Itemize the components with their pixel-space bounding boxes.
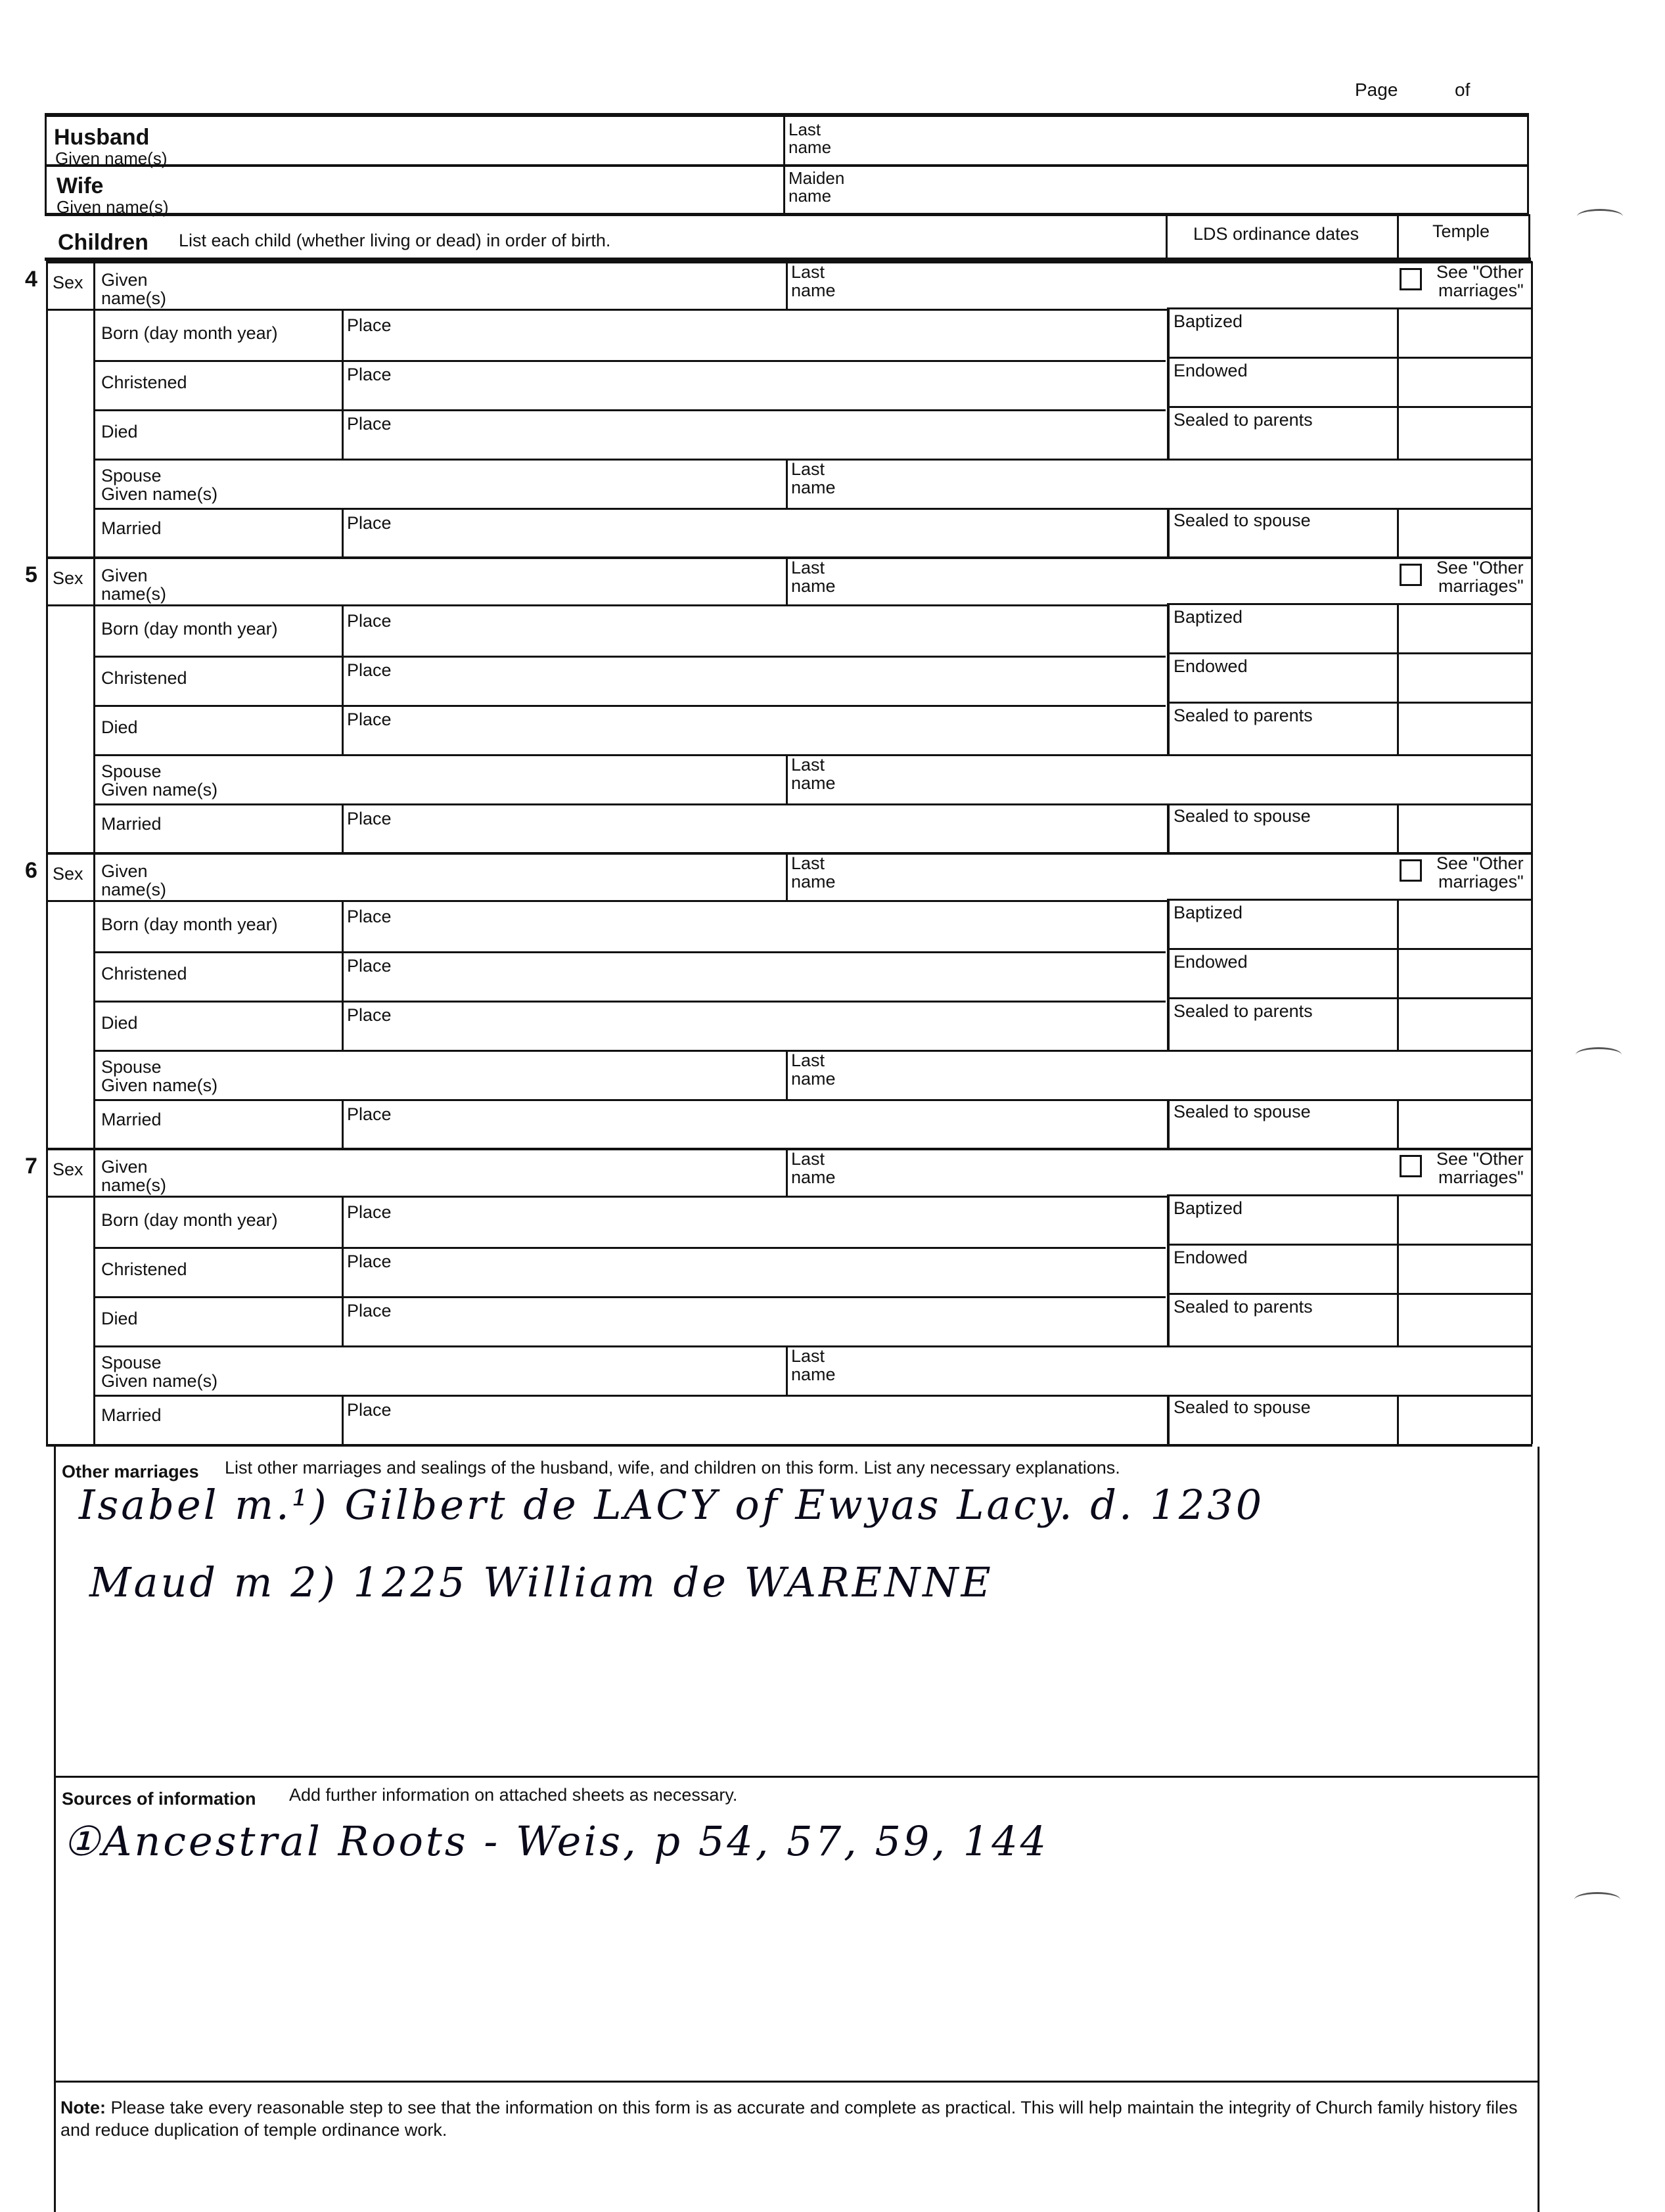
child-7-christened-place-field[interactable] <box>344 1250 1164 1294</box>
children-title: Children <box>58 230 148 255</box>
child-5-endowed-temple-field[interactable] <box>1400 658 1530 702</box>
child-7-spouse-last-field[interactable] <box>788 1348 1528 1393</box>
child-5-sex-label: Sex <box>53 568 83 588</box>
child-6-border <box>1397 1099 1399 1148</box>
child-6-married-place-label: Place <box>347 1104 392 1124</box>
child-6-spouse-label: Spouse Given name(s) <box>101 1057 218 1096</box>
child-7-baptized-field[interactable] <box>1171 1200 1396 1244</box>
child-4-border <box>1167 508 1170 557</box>
child-4-border <box>1397 307 1399 459</box>
child-7-divider <box>1167 1244 1532 1246</box>
child-6-died-place-label: Place <box>347 1005 392 1025</box>
child-5-border <box>342 606 344 754</box>
child-7-given-field[interactable] <box>96 1150 785 1194</box>
child-4-border <box>1167 307 1170 459</box>
child-6-divider <box>1167 899 1532 901</box>
child-6-border <box>1531 853 1533 1148</box>
child-6-border <box>342 1099 344 1148</box>
child-4-border <box>93 261 95 557</box>
child-4-married-label: Married <box>101 518 162 538</box>
punch-hole-bottom <box>1574 1892 1620 1907</box>
child-4-see-other-label: See "Other marriages" <box>1436 262 1524 301</box>
sources-handwritten: ①Ancestral Roots - Weis, p 54, 57, 59, 144 <box>63 1817 1049 1865</box>
child-6-divider <box>95 951 1166 953</box>
child-4-died-label: Died <box>101 422 138 441</box>
child-7-border <box>1167 1395 1170 1444</box>
child-7-divider <box>95 1395 1532 1397</box>
child-5-border <box>1531 557 1533 853</box>
child-5-border <box>786 557 788 606</box>
child-5-border <box>1397 803 1399 853</box>
child-4-spouse-last-field[interactable] <box>788 461 1528 506</box>
wife-label: Wife <box>57 173 104 198</box>
child-5-baptized-temple-field[interactable] <box>1400 609 1530 652</box>
child-4-married-date-field[interactable] <box>96 510 340 555</box>
child-7-sealed-to-parents-temple-field[interactable] <box>1400 1299 1530 1342</box>
child-5-divider <box>1167 603 1532 605</box>
child-4-given-field[interactable] <box>96 263 785 307</box>
child-6-border <box>1167 899 1170 1050</box>
child-6-sealed-to-spouse-temple-field[interactable] <box>1400 1102 1530 1146</box>
child-4-died-place-label: Place <box>347 414 392 434</box>
child-6-born-date-field[interactable] <box>96 905 340 949</box>
child-6-divider <box>1167 948 1532 950</box>
other-marriages-title: Other marriages <box>62 1462 199 1481</box>
child-7-christened-date-field[interactable] <box>96 1250 340 1294</box>
child-6-married-label: Married <box>101 1110 162 1129</box>
child-7-sex-label: Sex <box>53 1160 83 1179</box>
child-5-given-label: Given name(s) <box>101 566 167 604</box>
child-5-married-date-field[interactable] <box>96 806 340 851</box>
child-5-christened-label: Christened <box>101 668 187 688</box>
child-7-spouse-given-field[interactable] <box>96 1348 785 1393</box>
child-5-border <box>93 557 95 853</box>
child-5-number: 5 <box>25 562 37 587</box>
child-5-died-date-field[interactable] <box>96 708 340 752</box>
child-5-spouse-last-label: Last name <box>791 755 836 794</box>
page-of-label: of <box>1455 79 1471 100</box>
husband-last-field[interactable] <box>786 117 1526 164</box>
child-4-born-label: Born (day month year) <box>101 323 278 343</box>
child-5-married-place-field[interactable] <box>344 806 1164 851</box>
wife-maiden-label: Maiden name <box>788 168 845 206</box>
child-4-sealed-to-spouse-temple-field[interactable] <box>1400 510 1530 555</box>
child-4-sealed-to-parents-field[interactable] <box>1171 412 1396 455</box>
child-7-given-label: Given name(s) <box>101 1157 167 1196</box>
child-5-sealed-to-spouse-field[interactable] <box>1171 806 1396 851</box>
child-6-died-label: Died <box>101 1013 138 1033</box>
child-6-sex-field[interactable] <box>47 892 92 1142</box>
other-marriages-instruction: List other marriages and sealings of the husband, wife, and children on this form. List any necessary explanations. <box>225 1458 1120 1478</box>
child-7-number: 7 <box>25 1154 37 1179</box>
child-6-christened-label: Christened <box>101 964 187 983</box>
child-5-born-label: Born (day month year) <box>101 619 278 639</box>
note-title: Note: <box>60 2098 106 2117</box>
child-7-last-label: Last name <box>791 1149 836 1188</box>
child-4-christened-label: Christened <box>101 372 187 392</box>
child-7-sealed-to-spouse-temple-field[interactable] <box>1400 1397 1530 1442</box>
child-6-spouse-last-label: Last name <box>791 1050 836 1089</box>
child-5-sealed-to-spouse-temple-field[interactable] <box>1400 806 1530 851</box>
husband-last-label: Last name <box>788 120 832 158</box>
child-4-spouse-label: Spouse Given name(s) <box>101 466 218 505</box>
child-4-divider <box>1167 406 1532 408</box>
child-4-divider <box>95 360 1166 362</box>
child-5-given-field[interactable] <box>96 558 785 603</box>
child-5-christened-place-field[interactable] <box>344 658 1164 703</box>
child-4-endowed-field[interactable] <box>1171 363 1396 406</box>
child-6-endowed-temple-field[interactable] <box>1400 954 1530 997</box>
child-5-endowed-field[interactable] <box>1171 658 1396 702</box>
child-7-divider <box>95 1296 1166 1298</box>
child-4-born-place-label: Place <box>347 315 392 335</box>
child-5-endowed-label: Endowed <box>1174 656 1248 676</box>
child-6-sealed-to-parents-temple-field[interactable] <box>1400 1003 1530 1047</box>
child-6-see-other-label: See "Other marriages" <box>1436 853 1524 892</box>
child-7-border <box>342 1198 344 1345</box>
husband-label: Husband <box>54 125 150 150</box>
child-5-died-place-field[interactable] <box>344 708 1164 752</box>
child-4-christened-place-field[interactable] <box>344 363 1164 407</box>
child-5-christened-place-label: Place <box>347 660 392 680</box>
child-4-number: 4 <box>25 267 37 292</box>
child-5-divider <box>95 656 1166 658</box>
child-6-border <box>1397 899 1399 1050</box>
child-5-divider <box>1167 702 1532 704</box>
child-5-baptized-label: Baptized <box>1174 607 1243 627</box>
child-4-sealed-to-spouse-field[interactable] <box>1171 510 1396 555</box>
children-instruction: List each child (whether living or dead) in order of birth. <box>179 231 611 250</box>
child-7-divider <box>1167 1194 1532 1196</box>
child-7-border <box>1531 1148 1533 1444</box>
child-5-spouse-last-field[interactable] <box>788 757 1528 801</box>
child-7-border <box>1167 1194 1170 1345</box>
child-6-last-field[interactable] <box>788 854 1380 899</box>
child-6-died-date-field[interactable] <box>96 1003 340 1048</box>
child-5-christened-date-field[interactable] <box>96 658 340 703</box>
child-4-divider <box>46 309 1167 311</box>
child-7-sealed-to-spouse-label: Sealed to spouse <box>1174 1397 1311 1417</box>
child-5-born-date-field[interactable] <box>96 609 340 654</box>
child-7-married-date-field[interactable] <box>96 1397 340 1442</box>
child-4-sealed-to-parents-label: Sealed to parents <box>1174 410 1313 430</box>
child-7-christened-label: Christened <box>101 1259 187 1279</box>
child-6-endowed-field[interactable] <box>1171 954 1396 997</box>
child-7-sealed-to-parents-field[interactable] <box>1171 1299 1396 1342</box>
child-7-divider <box>1167 1293 1532 1295</box>
child-6-divider <box>95 1099 1532 1101</box>
child-7-born-date-field[interactable] <box>96 1200 340 1245</box>
child-6-married-date-field[interactable] <box>96 1102 340 1146</box>
child-4-divider <box>1167 307 1532 309</box>
child-4-married-place-label: Place <box>347 513 392 533</box>
child-6-sealed-to-parents-label: Sealed to parents <box>1174 1001 1313 1021</box>
child-4-border <box>342 508 344 557</box>
child-4-border <box>342 311 344 459</box>
child-4-divider <box>95 508 1532 510</box>
child-4-border <box>786 459 788 508</box>
child-6-border <box>786 1050 788 1099</box>
other-marriages-line-1: Isabel m.¹) Gilbert de LACY of Ewyas Lacy. d. 1230 <box>79 1481 1265 1529</box>
child-4-divider <box>95 409 1166 411</box>
child-7-died-place-field[interactable] <box>344 1299 1164 1343</box>
temple-label: Temple <box>1432 221 1490 241</box>
child-6-christened-date-field[interactable] <box>96 954 340 999</box>
child-4-spouse-given-field[interactable] <box>96 461 785 506</box>
child-4-born-place-field[interactable] <box>344 313 1164 358</box>
sources-instruction: Add further information on attached sheets as necessary. <box>289 1785 738 1805</box>
child-4-endowed-label: Endowed <box>1174 361 1248 380</box>
child-6-born-place-field[interactable] <box>344 905 1164 949</box>
child-7-border <box>786 1345 788 1395</box>
child-6-divider <box>46 900 1167 902</box>
wife-maiden-field[interactable] <box>786 167 1526 213</box>
child-6-given-label: Given name(s) <box>101 861 167 900</box>
child-7-last-field[interactable] <box>788 1150 1380 1194</box>
child-7-sealed-to-parents-label: Sealed to parents <box>1174 1297 1313 1317</box>
wife-given-field[interactable] <box>47 167 782 213</box>
child-7-endowed-field[interactable] <box>1171 1250 1396 1293</box>
child-6-baptized-temple-field[interactable] <box>1400 905 1530 948</box>
sources-title: Sources of information <box>62 1789 256 1809</box>
child-4-baptized-field[interactable] <box>1171 313 1396 357</box>
child-7-see-other-label: See "Other marriages" <box>1436 1149 1524 1188</box>
child-5-died-label: Died <box>101 717 138 737</box>
child-4-border <box>786 261 788 311</box>
child-7-border <box>786 1148 788 1198</box>
child-6-divider <box>95 1001 1166 1003</box>
child-4-christened-date-field[interactable] <box>96 363 340 407</box>
child-6-border <box>93 853 95 1148</box>
child-6-given-field[interactable] <box>96 854 785 899</box>
child-4-last-field[interactable] <box>788 263 1380 307</box>
child-7-died-place-label: Place <box>347 1301 392 1320</box>
child-5-sealed-to-parents-temple-field[interactable] <box>1400 708 1530 751</box>
child-6-born-place-label: Place <box>347 907 392 926</box>
child-7-died-label: Died <box>101 1309 138 1328</box>
child-5-spouse-given-field[interactable] <box>96 757 785 801</box>
child-7-border <box>1397 1194 1399 1345</box>
child-6-sealed-to-parents-field[interactable] <box>1171 1003 1396 1047</box>
child-5-divider <box>1167 652 1532 654</box>
child-5-last-field[interactable] <box>788 558 1380 603</box>
page-label: Page <box>1355 79 1398 100</box>
child-4-married-place-field[interactable] <box>344 510 1164 555</box>
child-4-sex-label: Sex <box>53 273 83 292</box>
child-7-christened-place-label: Place <box>347 1252 392 1271</box>
child-5-born-place-label: Place <box>347 611 392 631</box>
child-6-christened-place-label: Place <box>347 956 392 976</box>
child-7-sex-field[interactable] <box>47 1188 92 1437</box>
child-5-sealed-to-spouse-label: Sealed to spouse <box>1174 806 1311 826</box>
disclaimer-note <box>60 2097 1539 2142</box>
child-7-divider <box>46 1196 1167 1198</box>
child-4-born-date-field[interactable] <box>96 313 340 358</box>
child-5-divider <box>95 705 1166 707</box>
child-4-other-marriages-checkbox[interactable] <box>1400 268 1422 290</box>
child-5-born-place-field[interactable] <box>344 609 1164 654</box>
child-4-baptized-label: Baptized <box>1174 311 1243 331</box>
child-7-other-marriages-checkbox[interactable] <box>1400 1155 1422 1177</box>
child-6-border <box>1167 1099 1170 1148</box>
child-6-christened-place-field[interactable] <box>344 954 1164 999</box>
child-7-born-label: Born (day month year) <box>101 1210 278 1230</box>
child-7-born-place-field[interactable] <box>344 1200 1164 1245</box>
child-7-baptized-temple-field[interactable] <box>1400 1200 1530 1244</box>
child-5-divider <box>95 803 1532 805</box>
child-4-endowed-temple-field[interactable] <box>1400 363 1530 406</box>
punch-hole-top <box>1577 209 1623 224</box>
child-4-died-place-field[interactable] <box>344 412 1164 457</box>
child-4-given-label: Given name(s) <box>101 270 167 309</box>
child-4-baptized-temple-field[interactable] <box>1400 313 1530 357</box>
child-7-sealed-to-spouse-field[interactable] <box>1171 1397 1396 1442</box>
child-5-baptized-field[interactable] <box>1171 609 1396 652</box>
child-4-border <box>1397 508 1399 557</box>
child-7-border <box>342 1395 344 1444</box>
child-5-sealed-to-parents-label: Sealed to parents <box>1174 706 1313 725</box>
child-7-married-label: Married <box>101 1405 162 1425</box>
child-7-endowed-label: Endowed <box>1174 1248 1248 1267</box>
child-5-last-label: Last name <box>791 558 836 597</box>
child-6-born-label: Born (day month year) <box>101 914 278 934</box>
child-5-border <box>786 754 788 803</box>
child-6-sex-label: Sex <box>53 864 83 884</box>
child-5-border <box>1167 603 1170 754</box>
child-6-married-place-field[interactable] <box>344 1102 1164 1146</box>
child-6-sealed-to-spouse-field[interactable] <box>1171 1102 1396 1146</box>
husband-given-label: Given name(s) <box>55 148 168 168</box>
child-6-divider <box>1167 997 1532 999</box>
child-7-married-place-label: Place <box>347 1400 392 1420</box>
child-5-died-place-label: Place <box>347 710 392 729</box>
child-7-spouse-last-label: Last name <box>791 1346 836 1385</box>
child-4-died-date-field[interactable] <box>96 412 340 457</box>
child-5-married-label: Married <box>101 814 162 834</box>
child-4-sex-field[interactable] <box>47 301 92 551</box>
child-7-endowed-temple-field[interactable] <box>1400 1250 1530 1293</box>
punch-hole-middle <box>1576 1047 1622 1062</box>
child-4-last-label: Last name <box>791 262 836 301</box>
child-6-endowed-label: Endowed <box>1174 952 1248 972</box>
child-5-border <box>1167 803 1170 853</box>
child-7-spouse-label: Spouse Given name(s) <box>101 1353 218 1391</box>
child-5-sex-field[interactable] <box>47 597 92 846</box>
note-text: Please take every reasonable step to see that the information on this form is as accurate and complete as practical. This will help maintain the integrity of Church family history files and reduce duplication of temple ordinance work. <box>60 2098 1518 2140</box>
child-6-last-label: Last name <box>791 853 836 892</box>
child-4-christened-place-label: Place <box>347 365 392 384</box>
child-7-died-date-field[interactable] <box>96 1299 340 1343</box>
child-4-divider <box>1167 357 1532 359</box>
child-5-divider <box>46 604 1167 606</box>
child-6-baptized-field[interactable] <box>1171 905 1396 948</box>
child-5-spouse-label: Spouse Given name(s) <box>101 761 218 800</box>
child-7-baptized-label: Baptized <box>1174 1198 1243 1218</box>
child-4-sealed-to-spouse-label: Sealed to spouse <box>1174 510 1311 530</box>
child-6-spouse-given-field[interactable] <box>96 1052 785 1097</box>
wife-given-label: Given name(s) <box>57 197 169 217</box>
child-4-border <box>1531 261 1533 557</box>
child-5-see-other-label: See "Other marriages" <box>1436 558 1524 597</box>
child-6-border <box>786 853 788 902</box>
lds-ordinance-label: LDS ordinance dates <box>1193 224 1359 244</box>
child-5-sealed-to-parents-field[interactable] <box>1171 708 1396 751</box>
child-6-number: 6 <box>25 858 37 883</box>
child-5-border <box>1397 603 1399 754</box>
children-bottom-rule <box>46 1444 1532 1447</box>
child-6-died-place-field[interactable] <box>344 1003 1164 1048</box>
child-6-other-marriages-checkbox[interactable] <box>1400 859 1422 882</box>
child-7-border <box>93 1148 95 1444</box>
child-7-born-place-label: Place <box>347 1202 392 1222</box>
child-7-married-place-field[interactable] <box>344 1397 1164 1442</box>
child-6-spouse-last-field[interactable] <box>788 1052 1528 1097</box>
child-5-border <box>342 803 344 853</box>
child-6-sealed-to-spouse-label: Sealed to spouse <box>1174 1102 1311 1121</box>
child-5-other-marriages-checkbox[interactable] <box>1400 564 1422 586</box>
child-6-border <box>342 902 344 1050</box>
child-4-spouse-last-label: Last name <box>791 459 836 498</box>
child-7-divider <box>95 1247 1166 1249</box>
child-7-border <box>1397 1395 1399 1444</box>
child-5-married-place-label: Place <box>347 809 392 828</box>
child-4-sealed-to-parents-temple-field[interactable] <box>1400 412 1530 455</box>
other-marriages-line-2: Maud m 2) 1225 William de WARENNE <box>89 1558 993 1606</box>
husband-given-field[interactable] <box>47 117 782 164</box>
child-6-baptized-label: Baptized <box>1174 903 1243 922</box>
